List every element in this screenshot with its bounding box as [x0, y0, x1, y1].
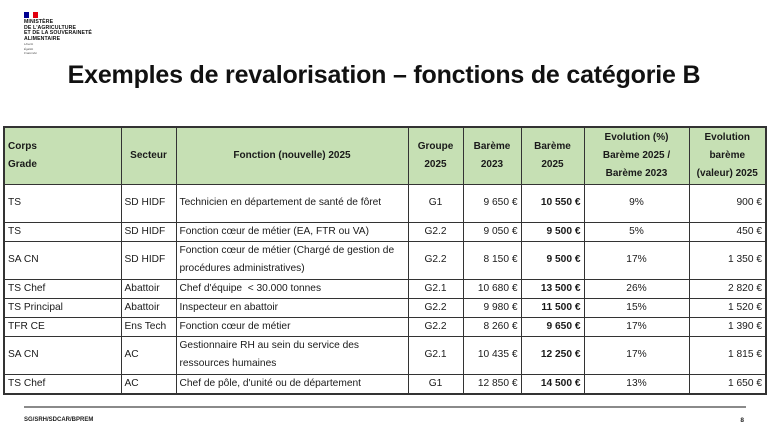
motto-line: Fraternité — [24, 51, 37, 56]
table-row — [4, 336, 766, 374]
cell-secteur: Abattoir — [121, 298, 176, 317]
cell-corps-grade: SA CN — [4, 241, 121, 279]
cell-groupe: G2.2 — [408, 241, 463, 279]
logo-line: ET DE LA SOUVERAINETÉ — [24, 30, 92, 37]
cell-evolution-valeur: 450 € — [689, 222, 766, 241]
cell-fonction: Fonction cœur de métier (Chargé de gestion de procédures administratives) — [176, 241, 408, 279]
header-evolution-pct: Evolution (%) Barème 2025 / Barème 2023 — [584, 127, 689, 184]
cell-evolution-valeur: 1 520 € — [689, 298, 766, 317]
cell-secteur: SD HIDF — [121, 241, 176, 279]
footer-divider — [24, 406, 746, 408]
cell-groupe: G1 — [408, 374, 463, 394]
french-flag-icon — [24, 12, 38, 18]
header-evolution-valeur: Evolution barème (valeur) 2025 — [689, 127, 766, 184]
cell-groupe: G1 — [408, 184, 463, 222]
motto-line: Liberté — [24, 42, 34, 47]
cell-fonction: Fonction cœur de métier — [176, 317, 408, 336]
table-row — [4, 298, 766, 317]
cell-fonction: Technicien en département de santé de fôret — [176, 184, 408, 222]
cell-corps-grade: TS Principal — [4, 298, 121, 317]
cell-secteur: SD HIDF — [121, 222, 176, 241]
cell-bareme-2025: 11 500 € — [521, 298, 584, 317]
cell-fonction: Chef d'équipe < 30.000 tonnes — [176, 279, 408, 298]
cell-bareme-2025: 9 650 € — [521, 317, 584, 336]
cell-bareme-2025: 10 550 € — [521, 184, 584, 222]
table-row — [4, 222, 766, 241]
cell-bareme-2025: 12 250 € — [521, 336, 584, 374]
cell-evolution-pct: 17% — [584, 317, 689, 336]
header-bareme-2025: Barème 2025 — [521, 127, 584, 184]
cell-bareme-2023: 10 680 € — [463, 279, 521, 298]
cell-bareme-2025: 9 500 € — [521, 222, 584, 241]
cell-groupe: G2.1 — [408, 279, 463, 298]
cell-bareme-2025: 14 500 € — [521, 374, 584, 394]
cell-corps-grade: TFR CE — [4, 317, 121, 336]
cell-corps-grade: TS — [4, 222, 121, 241]
cell-evolution-pct: 9% — [584, 184, 689, 222]
header-fonction: Fonction (nouvelle) 2025 — [176, 127, 408, 184]
cell-groupe: G2.2 — [408, 222, 463, 241]
cell-evolution-pct: 17% — [584, 241, 689, 279]
cell-secteur: Ens Tech — [121, 317, 176, 336]
table-row — [4, 184, 766, 222]
logo-line: DE L'AGRICULTURE — [24, 24, 77, 31]
cell-bareme-2023: 9 980 € — [463, 298, 521, 317]
ministry-logo — [24, 12, 144, 56]
header-grade: Grade — [8, 158, 37, 170]
cell-evolution-pct: 15% — [584, 298, 689, 317]
cell-evolution-pct: 13% — [584, 374, 689, 394]
motto-line: Égalité — [24, 46, 34, 51]
cell-bareme-2023: 12 850 € — [463, 374, 521, 394]
page-number: 8 — [740, 417, 744, 424]
cell-corps-grade: TS Chef — [4, 279, 121, 298]
cell-groupe: G2.2 — [408, 298, 463, 317]
cell-evolution-valeur: 900 € — [689, 184, 766, 222]
logo-line: ALIMENTAIRE — [24, 35, 61, 42]
header-bareme-2023: Barème 2023 — [463, 127, 521, 184]
logo-line: MINISTÈRE — [24, 19, 54, 25]
cell-fonction: Chef de pôle, d'unité ou de département — [176, 374, 408, 394]
table-row — [4, 279, 766, 298]
cell-evolution-valeur: 2 820 € — [689, 279, 766, 298]
cell-evolution-valeur: 1 650 € — [689, 374, 766, 394]
footer-department: SG/SRH/SDCAR/BPREM — [24, 417, 94, 423]
header-groupe: Groupe 2025 — [408, 127, 463, 184]
cell-evolution-pct: 17% — [584, 336, 689, 374]
cell-secteur: Abattoir — [121, 279, 176, 298]
table-row — [4, 317, 766, 336]
cell-corps-grade: TS Chef — [4, 374, 121, 394]
cell-secteur: AC — [121, 374, 176, 394]
cell-evolution-valeur: 1 815 € — [689, 336, 766, 374]
cell-fonction: Fonction cœur de métier (EA, FTR ou VA) — [176, 222, 408, 241]
table-row — [4, 241, 766, 279]
cell-bareme-2025: 9 500 € — [521, 241, 584, 279]
slide-title: Exemples de revalorisation – fonctions de catégorie B — [67, 61, 701, 89]
cell-evolution-pct: 26% — [584, 279, 689, 298]
cell-secteur: AC — [121, 336, 176, 374]
cell-groupe: G2.2 — [408, 317, 463, 336]
cell-corps-grade: SA CN — [4, 336, 121, 374]
header-corps: Corps — [8, 140, 37, 152]
cell-bareme-2023: 8 150 € — [463, 241, 521, 279]
cell-evolution-valeur: 1 350 € — [689, 241, 766, 279]
cell-bareme-2023: 9 050 € — [463, 222, 521, 241]
cell-groupe: G2.1 — [408, 336, 463, 374]
cell-evolution-pct: 5% — [584, 222, 689, 241]
cell-bareme-2023: 10 435 € — [463, 336, 521, 374]
cell-secteur: SD HIDF — [121, 184, 176, 222]
cell-bareme-2023: 8 260 € — [463, 317, 521, 336]
header-secteur: Secteur — [121, 127, 176, 184]
cell-corps-grade: TS — [4, 184, 121, 222]
revalorisation-table — [3, 126, 767, 395]
cell-fonction: Gestionnaire RH au sein du service des ressources humaines — [176, 336, 408, 374]
table-row — [4, 374, 766, 394]
cell-evolution-valeur: 1 390 € — [689, 317, 766, 336]
cell-fonction: Inspecteur en abattoir — [176, 298, 408, 317]
flag-red — [33, 12, 38, 18]
header-corps-grade — [4, 127, 121, 184]
cell-bareme-2023: 9 650 € — [463, 184, 521, 222]
header-row — [4, 127, 766, 184]
cell-bareme-2025: 13 500 € — [521, 279, 584, 298]
